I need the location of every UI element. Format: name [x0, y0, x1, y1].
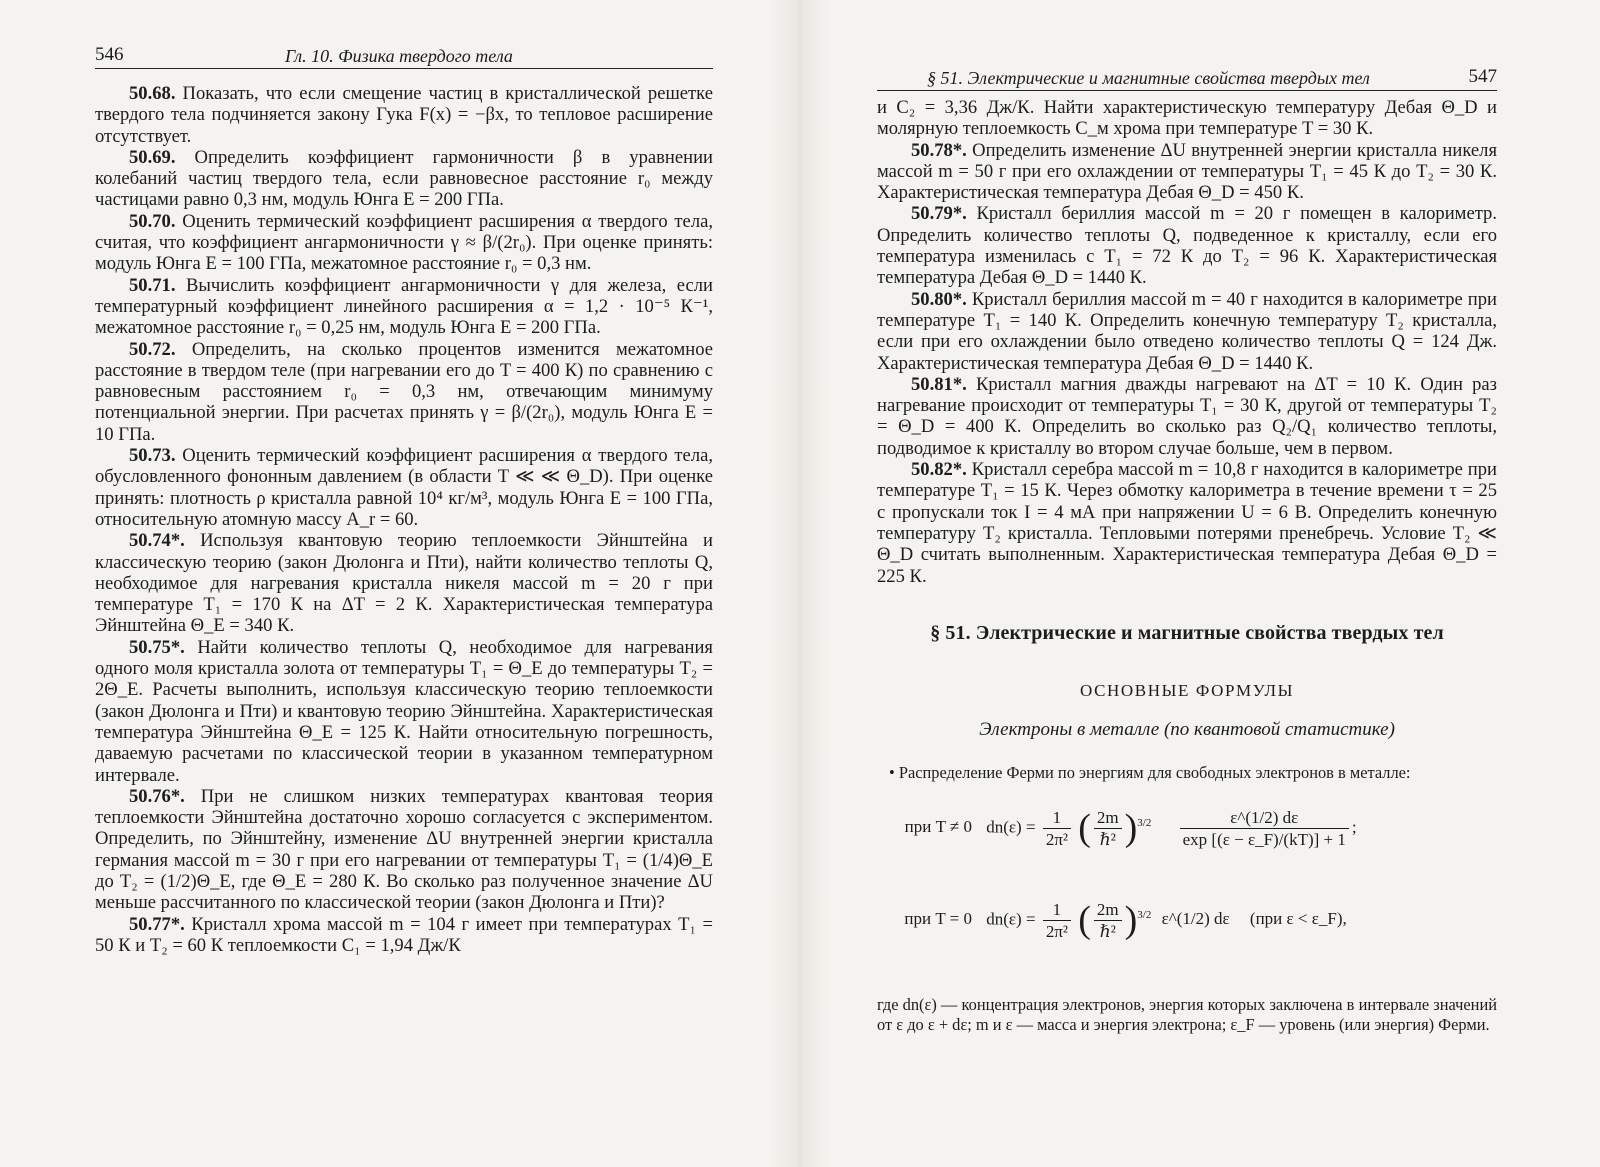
problem-text: Вычислить коэффициент ангармоничности γ для железа, если температурный коэффициент линейного расширения α = 1,2 · 10⁻⁵ К⁻¹, межатомное расстояние r₀ = 0,25 нм, модуль Юнга E = 200 ГПа.	[95, 274, 713, 339]
problem-number: 50.71.	[129, 274, 176, 296]
problem-text: Кристалл серебра массой m = 10,8 г находится в калориметре при температуре T₁ = 15 К. Через обмотку калориметра в течение времени τ = 25 с пропускали ток I = 4 мА при напряжении U = 6 В. Определить конечную температуру T₂ кристалла. Тепловыми потерями пренебречь. Условие T₂ ≪ Θ_D считать выполненным. Характеристическая температура Дебая Θ_D = 225 К.	[877, 459, 1497, 587]
problem-number: 50.69.	[129, 146, 176, 168]
problem-text: При не слишком низких температурах квантовая теория теплоемкости Эйнштейна достаточно хорошо согласуется с экспериментом. Определить, по Эйнштейну, изменение ΔU внутренней энергии кристалла германия массой m = 30 г при его нагревании от температуры T₁ = (1/4)Θ_E до T₂ = (1/2)Θ_E, где Θ_E = 280 К. Во сколько раз полученное значение ΔU меньше рассчитанного по классической теории (закон Дюлонга и Пти)?	[95, 785, 713, 914]
left-header-title: Гл. 10. Физика твердого тела	[285, 46, 513, 66]
problem-paragraph	[95, 211, 713, 275]
formula1-lhs: dn(ε) =	[986, 817, 1036, 837]
problem-number: 50.75*.	[129, 636, 185, 658]
right-page-number: 547	[1468, 66, 1497, 87]
formula2-rest: ε^(1/2) dε	[1161, 909, 1230, 929]
problem-text: Определить, на сколько процентов изменится межатомное расстояние в твердом теле (при нагревании его до T = 400 К) по сравнению с равновесным расстоянием r₀ = 0,3 нм, отвечающим минимуму потенциальной энергии. При расчетах принять γ = β/(2r₀), модуль Юнга E = 10 ГПа.	[95, 338, 713, 445]
left-running-header	[95, 38, 713, 69]
problem-paragraph	[95, 637, 713, 786]
formula1-condition: при T ≠ 0	[904, 817, 972, 837]
formula1-end: ;	[1351, 817, 1357, 837]
right-page-body	[877, 97, 1497, 1035]
problem-text: Оценить термический коэффициент расширения α твердого тела, считая, что коэффициент ангармоничности γ ≈ β/(2r₀). При оценке принять: модуль Юнга E = 100 ГПа, межатомное расстояние r₀ = 0,3 нм.	[95, 210, 713, 275]
formula1-main-fraction: $\frac{\varepsilon\^{}(1/2) d\varepsilon}{\exp [(\varepsilon - \varepsilon\_F)/(kT)] + 1}$	[1180, 807, 1349, 851]
continuation-paragraph: и C₂ = 3,36 Дж/К. Найти характеристическую температуру Дебая Θ_D и молярную теплоемкость C_м хрома при температуре T = 30 К.	[877, 97, 1497, 140]
problem-paragraph	[877, 459, 1497, 587]
formula2-coef: $\frac{1}{\text{2π²}}$	[1043, 899, 1071, 943]
problem-paragraph	[95, 339, 713, 445]
problem-text: Кристалл хрома массой m = 104 г имеет при температурах T₁ = 50 К и T₂ = 60 К теплоемкости C₁ = 1,94 Дж/К	[95, 913, 713, 956]
formula1-power: 3/2	[1137, 816, 1152, 829]
problem-text: Используя квантовую теорию теплоемкости Эйнштейна и классическую теорию (закон Дюлонга и Пти), найти количество теплоты Q, необходимое для нагревания кристалла никеля массой m = 20 г при температуре T₁ = 170 К на ΔT = 2 К. Характеристическая температура Эйнштейна Θ_E = 340 К.	[95, 530, 713, 637]
problem-paragraph	[877, 140, 1497, 204]
left-page-number: 546	[95, 44, 124, 65]
fermi-formula-nonzero-t: при T ≠ 0 dn(ε) = $\frac{1}{\text{2π²}}$ ( $\frac{2m}{\text{ℏ²}}$ )$^{3/2}$ $\frac{\varepsilon\^{}(1/2) d\varepsilon}{\exp [(\varepsilon - \varepsilon\_F)/(kT)] + 1}$ ;	[877, 807, 1497, 879]
problem-number: 50.79*.	[911, 203, 967, 225]
formula2-condition: при T = 0	[904, 909, 972, 929]
problem-number: 50.82*.	[911, 459, 967, 481]
problem-number: 50.77*.	[129, 913, 185, 935]
right-running-header	[877, 60, 1497, 91]
problem-paragraph	[95, 786, 713, 914]
right-problem-list	[877, 140, 1497, 587]
problem-number: 50.76*.	[129, 785, 185, 807]
problem-number: 50.68.	[129, 83, 176, 104]
problem-text: Кристалл магния дважды нагревают на ΔT = 10 К. Один раз нагревание происходит от температуры T₁ = 30 К, другой от температуры T₂ = Θ_D = 400 К. Определить во сколько раз Q₂/Q₁ количество теплоты, подводимое к кристаллу во втором случае больше, чем в первом.	[877, 373, 1497, 459]
problem-paragraph	[95, 530, 713, 636]
problem-text: Определить изменение ΔU внутренней энергии кристалла никеля массой m = 50 г при его охлаждении от температуры T₁ = 45 К до T₂ = 30 К. Характеристическая температура Дебая Θ_D = 450 К.	[877, 139, 1497, 204]
formula1-mass: $\frac{2m}{\text{ℏ²}}$	[1094, 807, 1122, 851]
problem-text: Кристалл бериллия массой m = 20 г помещен в калориметр. Определить количество теплоты Q, подведенное к кристаллу, если его температура изменилась с T₁ = 72 К до T₂ = 96 К. Характеристическая температура Дебая Θ_D = 1440 К.	[877, 203, 1497, 289]
problem-text: Найти количество теплоты Q, необходимое для нагревания одного моля кристалла золота от температуры T₁ = Θ_E до температуры T₂ = 2Θ_E. Расчеты выполнить, используя классическую теорию теплоемкости (закон Дюлонга и Пти) и квантовую теорию Эйнштейна. Характеристическая температура Эйнштейна Θ_E = 125 К. Найти относительную погрешность, даваемую расчетами по классической теории в указанном температурном интервале.	[95, 636, 713, 786]
problem-number: 50.72.	[129, 338, 176, 360]
problem-number: 50.78*.	[911, 139, 967, 161]
formula2-note: (при ε < ε_F),	[1249, 909, 1347, 929]
formula2-mass: $\frac{2m}{\text{ℏ²}}$	[1094, 899, 1122, 943]
formula2-power: 3/2	[1137, 908, 1152, 921]
formula2-lhs: dn(ε) =	[986, 909, 1036, 929]
problem-paragraph	[95, 83, 713, 147]
problem-paragraph	[95, 445, 713, 530]
problem-number: 50.70.	[129, 210, 176, 232]
problem-number: 50.74*.	[129, 530, 185, 552]
problem-text: Показать, что если смещение частиц в кристаллической решетке твердого тела подчиняется закону Гука F(x) = −βx, то тепловое расширение отсутствует.	[95, 83, 713, 147]
problem-text: Определить коэффициент гармоничности β в уравнении колебаний частиц твердого тела, если равновесное расстояние r₀ между частицами равно 0,3 нм, модуль Юнга E = 200 ГПа.	[95, 146, 713, 211]
problem-paragraph	[877, 289, 1497, 374]
left-page-body	[95, 83, 713, 956]
problem-text: Кристалл бериллия массой m = 40 г находится в калориметре при температуре T₁ = 140 К. Определить конечную температуру T₂ кристалла, если при его охлаждении было отведено количество теплоты Q = 124 Дж. Характеристическая температура Дебая Θ_D = 1440 К.	[877, 288, 1497, 374]
problem-number: 50.73.	[129, 445, 176, 467]
formula1-coef: $\frac{1}{\text{2π²}}$	[1043, 807, 1071, 851]
subheading: ОСНОВНЫЕ ФОРМУЛЫ	[1079, 681, 1294, 701]
problem-paragraph	[877, 374, 1497, 459]
problem-paragraph	[95, 275, 713, 339]
problem-number: 50.80*.	[911, 288, 967, 310]
problem-paragraph	[95, 914, 713, 957]
right-page	[877, 38, 1497, 1035]
problem-number: 50.81*.	[911, 373, 967, 395]
formula-explanation: где dn(ε) — концентрация электронов, энергия которых заключена в интервале значений от ε до ε + dε; m и ε — масса и энергия электрона; ε_F — уровень (или энергия) Ферми.	[877, 994, 1497, 1034]
subsubheading: Электроны в металле (по квантовой статистике)	[979, 719, 1395, 741]
left-page	[95, 38, 713, 956]
book-gutter	[770, 0, 830, 1167]
fermi-formula-zero-t: при T = 0 dn(ε) = $\frac{1}{\text{2π²}}$ ( $\frac{2m}{\text{ℏ²}}$ )$^{3/2}$ ε^(1/2) dε (при ε < ε_F),	[877, 899, 1497, 971]
problem-text: Оценить термический коэффициент расширения α твердого тела, обусловленного фононным давлением (в области T ≪ ≪ Θ_D). При оценке принять: плотность ρ кристалла равной 10⁴ кг/м³, модуль Юнга E = 100 ГПа, относительную атомную массу A_r = 60.	[95, 445, 713, 530]
section-title: § 51. Электрические и магнитные свойства твердых тел	[930, 621, 1444, 644]
problem-paragraph	[877, 203, 1497, 288]
fermi-bullet: • Распределение Ферми по энергиям для свободных электронов в металле:	[889, 762, 1411, 782]
problem-paragraph	[95, 147, 713, 211]
right-header-title: § 51. Электрические и магнитные свойства твердых тел	[927, 68, 1370, 88]
